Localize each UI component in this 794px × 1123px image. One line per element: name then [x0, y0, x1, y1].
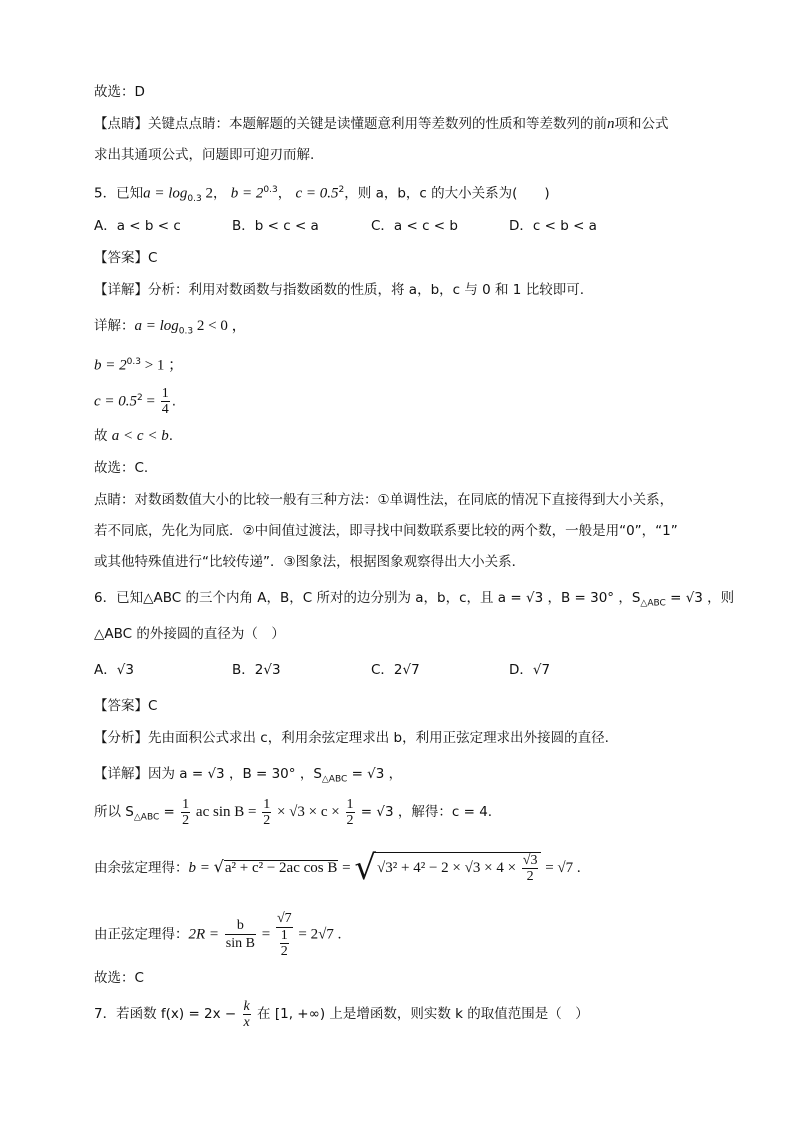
q5-detail-c: $c = 0.5^2$ = $\frac{1}{4}$ .	[94, 386, 177, 417]
q5-answer: 【答案】C	[94, 250, 158, 266]
q6-analysis: 【分析】先由面积公式求出 c，利用余弦定理求出 b，利用正弦定理求出外接圆的直径.	[94, 730, 609, 746]
fraction: $\frac{√3}{2}$	[522, 853, 538, 885]
q6-option-a: A．√3	[94, 662, 134, 678]
q6-detail-c: 由余弦定理得：b = √a² + c² − 2ac cos B = √√3² + 4² − 2 × √3 × 4 × $\frac{√3}{2}$ = √7 .	[94, 848, 581, 888]
q5-note-2: 若不同底，先化为同底．②中间值过渡法，即寻找中间数联系要比较的两个数，一般是用“0”，“1”	[94, 523, 678, 539]
q5-options	[94, 216, 714, 236]
q6-options	[94, 660, 714, 680]
q5-detail-b: $b = 2^{0.3} > 1$ ；	[94, 357, 184, 374]
sqrt-sign: √	[213, 857, 224, 876]
prev-keypoint-cont: 求出其通项公式，问题即可迎刃而解.	[94, 147, 315, 163]
fraction: $\frac{1}{2}$	[346, 796, 354, 828]
q5-detail: 【详解】分析：利用对数函数与指数函数的性质，将 a，b，c 与 0 和 1 比较即可.	[94, 282, 584, 298]
q6-choose: 故选：C	[94, 970, 144, 986]
fraction: $\frac{b}{\text{sin B}}$	[225, 918, 255, 951]
q6-detail-d: 由正弦定理得：2R = $\frac{b}{\text{sin B}}$ = $\frac{√7}{\frac{1}{2}}$ = 2√7 .	[94, 911, 342, 959]
q6-answer: 【答案】C	[94, 698, 158, 714]
fraction: $\frac{1}{2}$	[263, 796, 271, 828]
q6-stem: 6．已知△ABC 的三个内角 A，B，C 所对的边分别为 a，b，c，且 a = √3 ，B = 30° ，$S_{\triangle ABC} = √3$ ，则	[94, 590, 735, 609]
fraction: $\frac{k}{x}$	[243, 998, 250, 1030]
q5-option-d: D．c < b < a	[509, 218, 597, 234]
fraction: $\frac{1}{4}$	[161, 386, 169, 417]
q5-detail-a: 详解：$a = \log_{0.3} 2 < 0$ ，	[94, 318, 247, 337]
q6-option-b: B．2√3	[232, 662, 281, 678]
sqrt-sign: √	[354, 848, 377, 888]
prev-answer: 故选：D	[94, 84, 145, 100]
q6-option-c: C．2√7	[371, 662, 420, 678]
prev-keypoint: 【点睛】关键点点睛：本题解题的关键是读懂题意利用等差数列的性质和等差数列的前n项和公式	[94, 116, 669, 132]
q5-stem: 5．已知$a = \log_{0.3} 2$， $b = 2^{0.3}$， $c = 0.5^2$，则 a，b，c 的大小关系为( )	[94, 185, 550, 205]
q6-stem-cont: △ABC 的外接圆的直径为（ ）	[94, 626, 285, 642]
q5-option-b: B．b < c < a	[232, 218, 319, 234]
q5-option-a: A．a < b < c	[94, 218, 181, 234]
q5-choose: 故选：C.	[94, 460, 149, 476]
q5-option-c: C．a < c < b	[371, 218, 458, 234]
fraction: $\frac{1}{2}$	[280, 928, 288, 959]
q5-note-1: 点睛：对数函数值大小的比较一般有三种方法：①单调性法，在同底的情况下直接得到大小关系，	[94, 492, 674, 508]
q6-detail-a: 【详解】因为 a = √3 ，B = 30° ，$S_{\triangle ABC} = √3$ ，	[94, 766, 403, 785]
q5-detail-d: 故 a < c < b.	[94, 428, 173, 444]
q5-note-3: 或其他特殊值进行“比较传递”．③图象法，根据图象观察得出大小关系．	[94, 554, 526, 570]
fraction: $\frac{√7}{\frac{1}{2}}$	[276, 911, 292, 959]
q7-stem: 7．若函数 f(x) = 2x − $\frac{k}{x}$ 在 [1, +∞) 上是增函数，则实数 k 的取值范围是（ ）	[94, 998, 589, 1030]
q6-option-d: D．√7	[509, 662, 551, 678]
fraction: $\frac{1}{2}$	[182, 796, 190, 828]
q6-detail-b: 所以 $S_{\triangle ABC}$ = $\frac{1}{2}$ ac sin B = $\frac{1}{2}$ × √3 × c × $\frac{1}{2}$ = √3 ，解得：c = 4.	[94, 796, 493, 828]
